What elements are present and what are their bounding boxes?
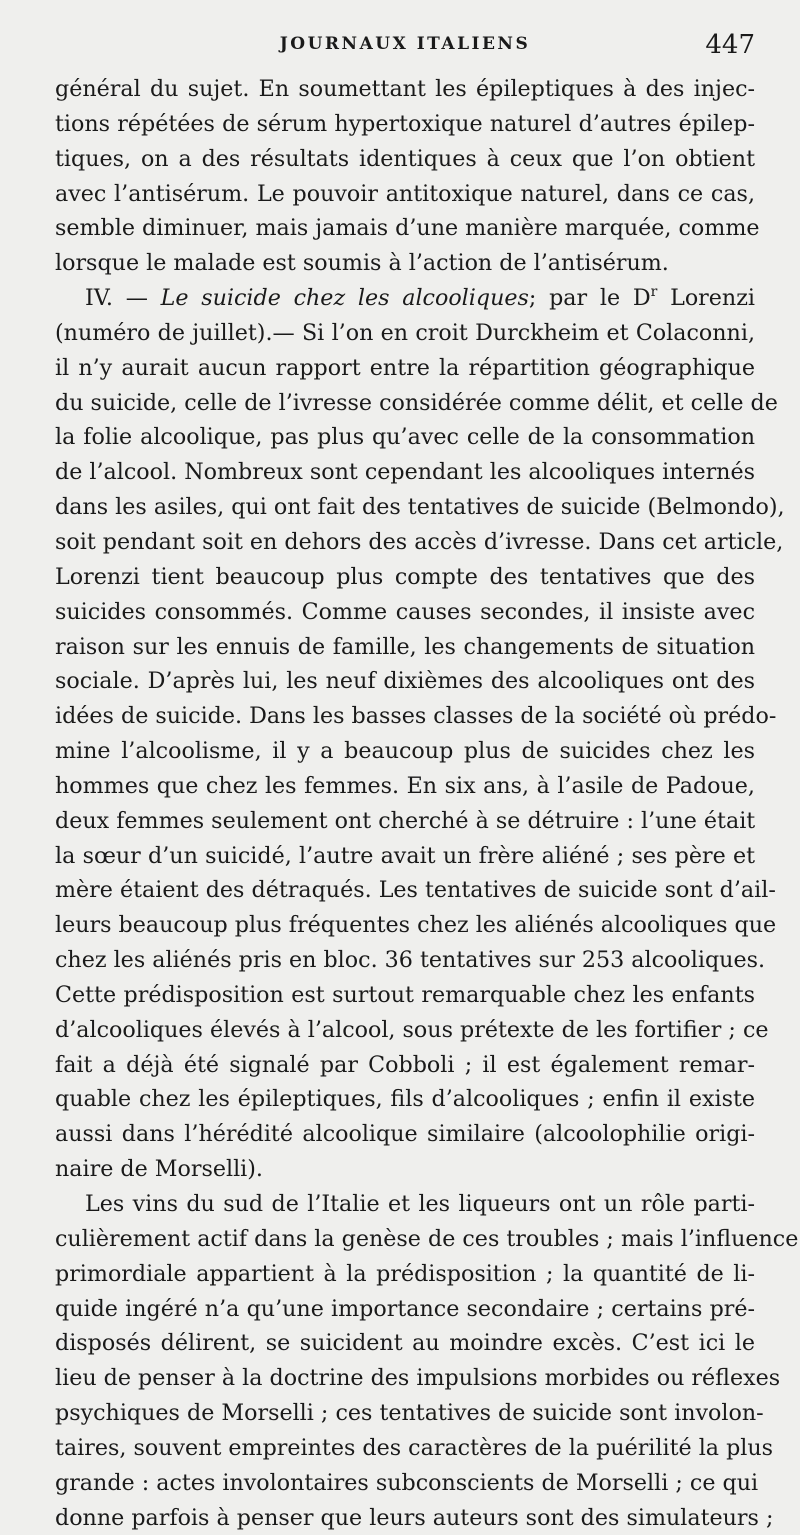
text-line: la sœur d’un suicidé, l’autre avait un frère aliéné ; ses père et (55, 842, 755, 869)
text-line: lorsque le malade est soumis à l’action de l’antisérum. (55, 250, 669, 277)
text-line: culièrement actif dans la genèse de ces troubles ; mais l’influence (55, 1225, 799, 1252)
text-line: sociale. D’après lui, les neuf dixièmes des alcooliques ont des (55, 668, 755, 695)
text-line: psychiques de Morselli ; ces tentatives de suicide sont involon- (55, 1400, 764, 1427)
text-line: hommes que chez les femmes. En six ans, à l’asile de Padoue, (55, 772, 755, 799)
section-heading-line (55, 281, 755, 316)
article-title: Le suicide chez les alcooliques (160, 285, 529, 312)
text-line: lieu de penser à la doctrine des impulsions morbides ou réflexes (55, 1365, 781, 1392)
text-line: quable chez les épileptiques, fils d’alcooliques ; enfin il existe (55, 1086, 755, 1113)
text-line: Cette prédisposition est surtout remarquable chez les enfants (55, 981, 755, 1008)
author-prefix: ; par le D (528, 285, 651, 312)
text-line: naire de Morselli). (55, 1156, 263, 1183)
text-line: dans les asiles, qui ont fait des tentatives de suicide (Belmondo), (55, 494, 785, 521)
text-line: deux femmes seulement ont cherché à se détruire : l’une était (55, 807, 756, 834)
doctor-superscript: r (650, 284, 658, 301)
text-line: chez les aliénés pris en bloc. 36 tentatives sur 253 alcooliques. (55, 947, 766, 974)
text-line: semble diminuer, mais jamais d’une manière marquée, comme (55, 215, 760, 242)
text-line: quide ingéré n’a qu’une importance secondaire ; certains pré- (55, 1295, 755, 1322)
text-line: du suicide, celle de l’ivresse considérée comme délit, et celle de (55, 389, 778, 416)
text-line: idées de suicide. Dans les basses classes de la société où prédo- (55, 703, 777, 730)
text-line: Les vins du sud de l’Italie et les liqueurs ont un rôle parti- (85, 1191, 755, 1217)
text-line: mère étaient des détraqués. Les tentatives de suicide sont d’ail- (55, 877, 776, 904)
page-header (55, 30, 755, 64)
author-name: Lorenzi (657, 285, 755, 312)
section-number: IV. — (85, 285, 161, 312)
text-line: grande : actes involontaires subconscients de Morselli ; ce qui (55, 1469, 759, 1496)
text-line: primordiale appartient à la prédisposition ; la quantité de li- (55, 1260, 755, 1287)
text-line: (numéro de juillet).— Si l’on en croit Durckheim et Colaconni, (55, 319, 755, 346)
text-line: soit pendant soit en dehors des accès d’ivresse. Dans cet article, (55, 528, 784, 555)
text-line: tions répétées de sérum hypertoxique naturel d’autres épilep- (55, 110, 755, 137)
text-line: avec l’antisérum. Le pouvoir antitoxique naturel, dans ce cas, (55, 180, 755, 207)
text-line: il n’y aurait aucun rapport entre la répartition géographique (55, 354, 755, 381)
text-line: suicides consommés. Comme causes secondes, il insiste avec (55, 598, 755, 625)
text-line: tiques, on a des résultats identiques à ceux que l’on obtient (55, 145, 755, 172)
text-line: disposés délirent, se suicident au moindre excès. C’est ici le (55, 1330, 755, 1357)
text-line: donne parfois à penser que leurs auteurs sont des simulateurs ; (55, 1504, 774, 1531)
running-title: JOURNAUX ITALIENS (279, 34, 531, 54)
text-line: aussi dans l’hérédité alcoolique similaire (alcoolophilie origi- (55, 1121, 755, 1148)
text-line: général du sujet. En soumettant les épileptiques à des injec- (55, 76, 755, 102)
text-line: mine l’alcoolisme, il y a beaucoup plus de suicides chez les (55, 738, 755, 765)
text-line: fait a déjà été signalé par Cobboli ; il est également remar- (55, 1051, 755, 1078)
page-number: 447 (705, 30, 755, 60)
text-line: Lorenzi tient beaucoup plus compte des tentatives que des (55, 563, 755, 590)
body-text (55, 72, 799, 1535)
text-line: la folie alcoolique, pas plus qu’avec celle de la consommation (55, 424, 755, 451)
text-line: taires, souvent empreintes des caractères de la puérilité la plus (55, 1434, 774, 1461)
text-line: leurs beaucoup plus fréquentes chez les aliénés alcooliques que (55, 912, 777, 939)
text-line: d’alcooliques élevés à l’alcool, sous prétexte de les fortifier ; ce (55, 1016, 769, 1043)
text-line: de l’alcool. Nombreux sont cependant les alcooliques internés (55, 459, 755, 486)
text-line: raison sur les ennuis de famille, les changements de situation (55, 633, 755, 660)
